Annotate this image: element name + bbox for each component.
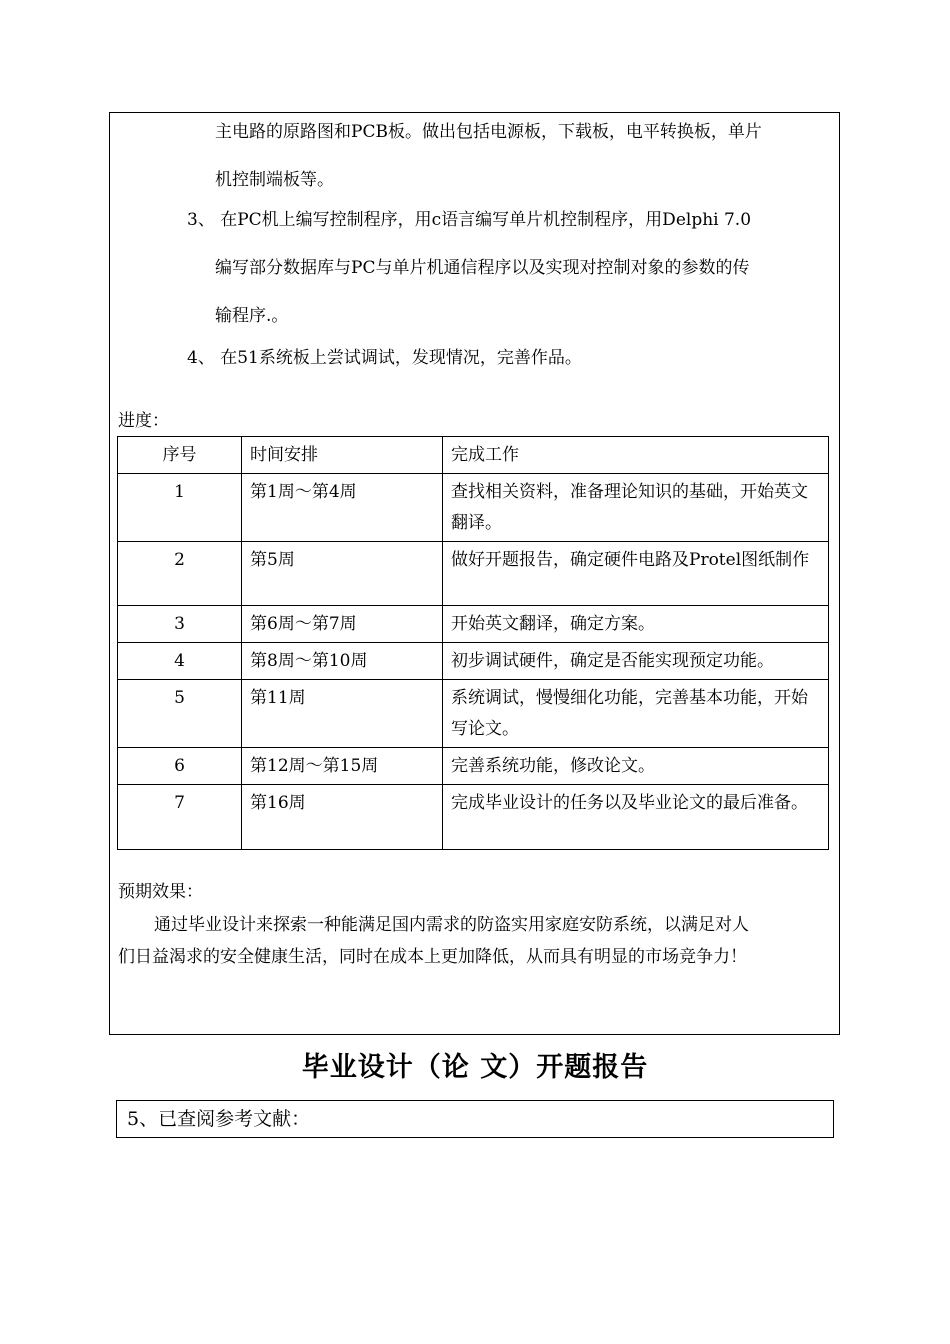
method-line-1: 主电路的原路图和PCB板。做出包括电源板，下载板，电平转换板，单片	[215, 122, 762, 142]
table-row	[118, 542, 829, 606]
row-no: 6	[118, 748, 242, 785]
row-time: 第8周～第10周	[242, 643, 443, 680]
expected-line-2: 们日益渴求的安全健康生活，同时在成本上更加降低，从而具有明显的市场竞争力！	[118, 947, 747, 967]
table-row	[118, 748, 829, 785]
row-time: 第6周～第7周	[242, 606, 443, 643]
row-work: 做好开题报告，确定硬件电路及Protel图纸制作	[443, 542, 829, 606]
table-row	[118, 785, 829, 850]
table-row	[118, 474, 829, 542]
method-line-6: 4、 在51系统板上尝试调试，发现情况，完善作品。	[187, 348, 582, 368]
header-time: 时间安排	[242, 437, 443, 474]
references-label: 5、已查阅参考文献：	[127, 1108, 311, 1130]
progress-table	[117, 436, 829, 850]
table-header-row	[118, 437, 829, 474]
row-work: 查找相关资料，准备理论知识的基础，开始英文翻译。	[443, 474, 829, 542]
report-title: 毕业设计（论 文）开题报告	[301, 1052, 649, 1083]
expected-line-1: 通过毕业设计来探索一种能满足国内需求的防盗实用家庭安防系统，以满足对人	[154, 915, 749, 935]
row-no: 5	[118, 680, 242, 748]
progress-label: 进度：	[118, 411, 169, 431]
row-time: 第11周	[242, 680, 443, 748]
table-row	[118, 680, 829, 748]
references-box	[116, 1100, 834, 1138]
row-time: 第5周	[242, 542, 443, 606]
row-time: 第12周～第15周	[242, 748, 443, 785]
row-time: 第16周	[242, 785, 443, 850]
row-work: 系统调试，慢慢细化功能，完善基本功能，开始写论文。	[443, 680, 829, 748]
row-work: 完善系统功能，修改论文。	[443, 748, 829, 785]
method-line-5: 输程序.。	[215, 306, 289, 326]
header-work: 完成工作	[443, 437, 829, 474]
header-no: 序号	[118, 437, 242, 474]
row-work: 初步调试硬件，确定是否能实现预定功能。	[443, 643, 829, 680]
row-no: 1	[118, 474, 242, 542]
row-work: 完成毕业设计的任务以及毕业论文的最后准备。	[443, 785, 829, 850]
row-work: 开始英文翻译，确定方案。	[443, 606, 829, 643]
table-row	[118, 643, 829, 680]
expected-label: 预期效果：	[118, 882, 203, 902]
row-no: 4	[118, 643, 242, 680]
method-line-4: 编写部分数据库与PC与单片机通信程序以及实现对控制对象的参数的传	[215, 258, 750, 278]
method-line-2: 机控制端板等。	[215, 170, 334, 190]
row-no: 7	[118, 785, 242, 850]
table-row	[118, 606, 829, 643]
row-no: 3	[118, 606, 242, 643]
method-line-3: 3、 在PC机上编写控制程序，用c语言编写单片机控制程序，用Delphi 7.0	[187, 210, 752, 230]
row-time: 第1周～第4周	[242, 474, 443, 542]
row-no: 2	[118, 542, 242, 606]
